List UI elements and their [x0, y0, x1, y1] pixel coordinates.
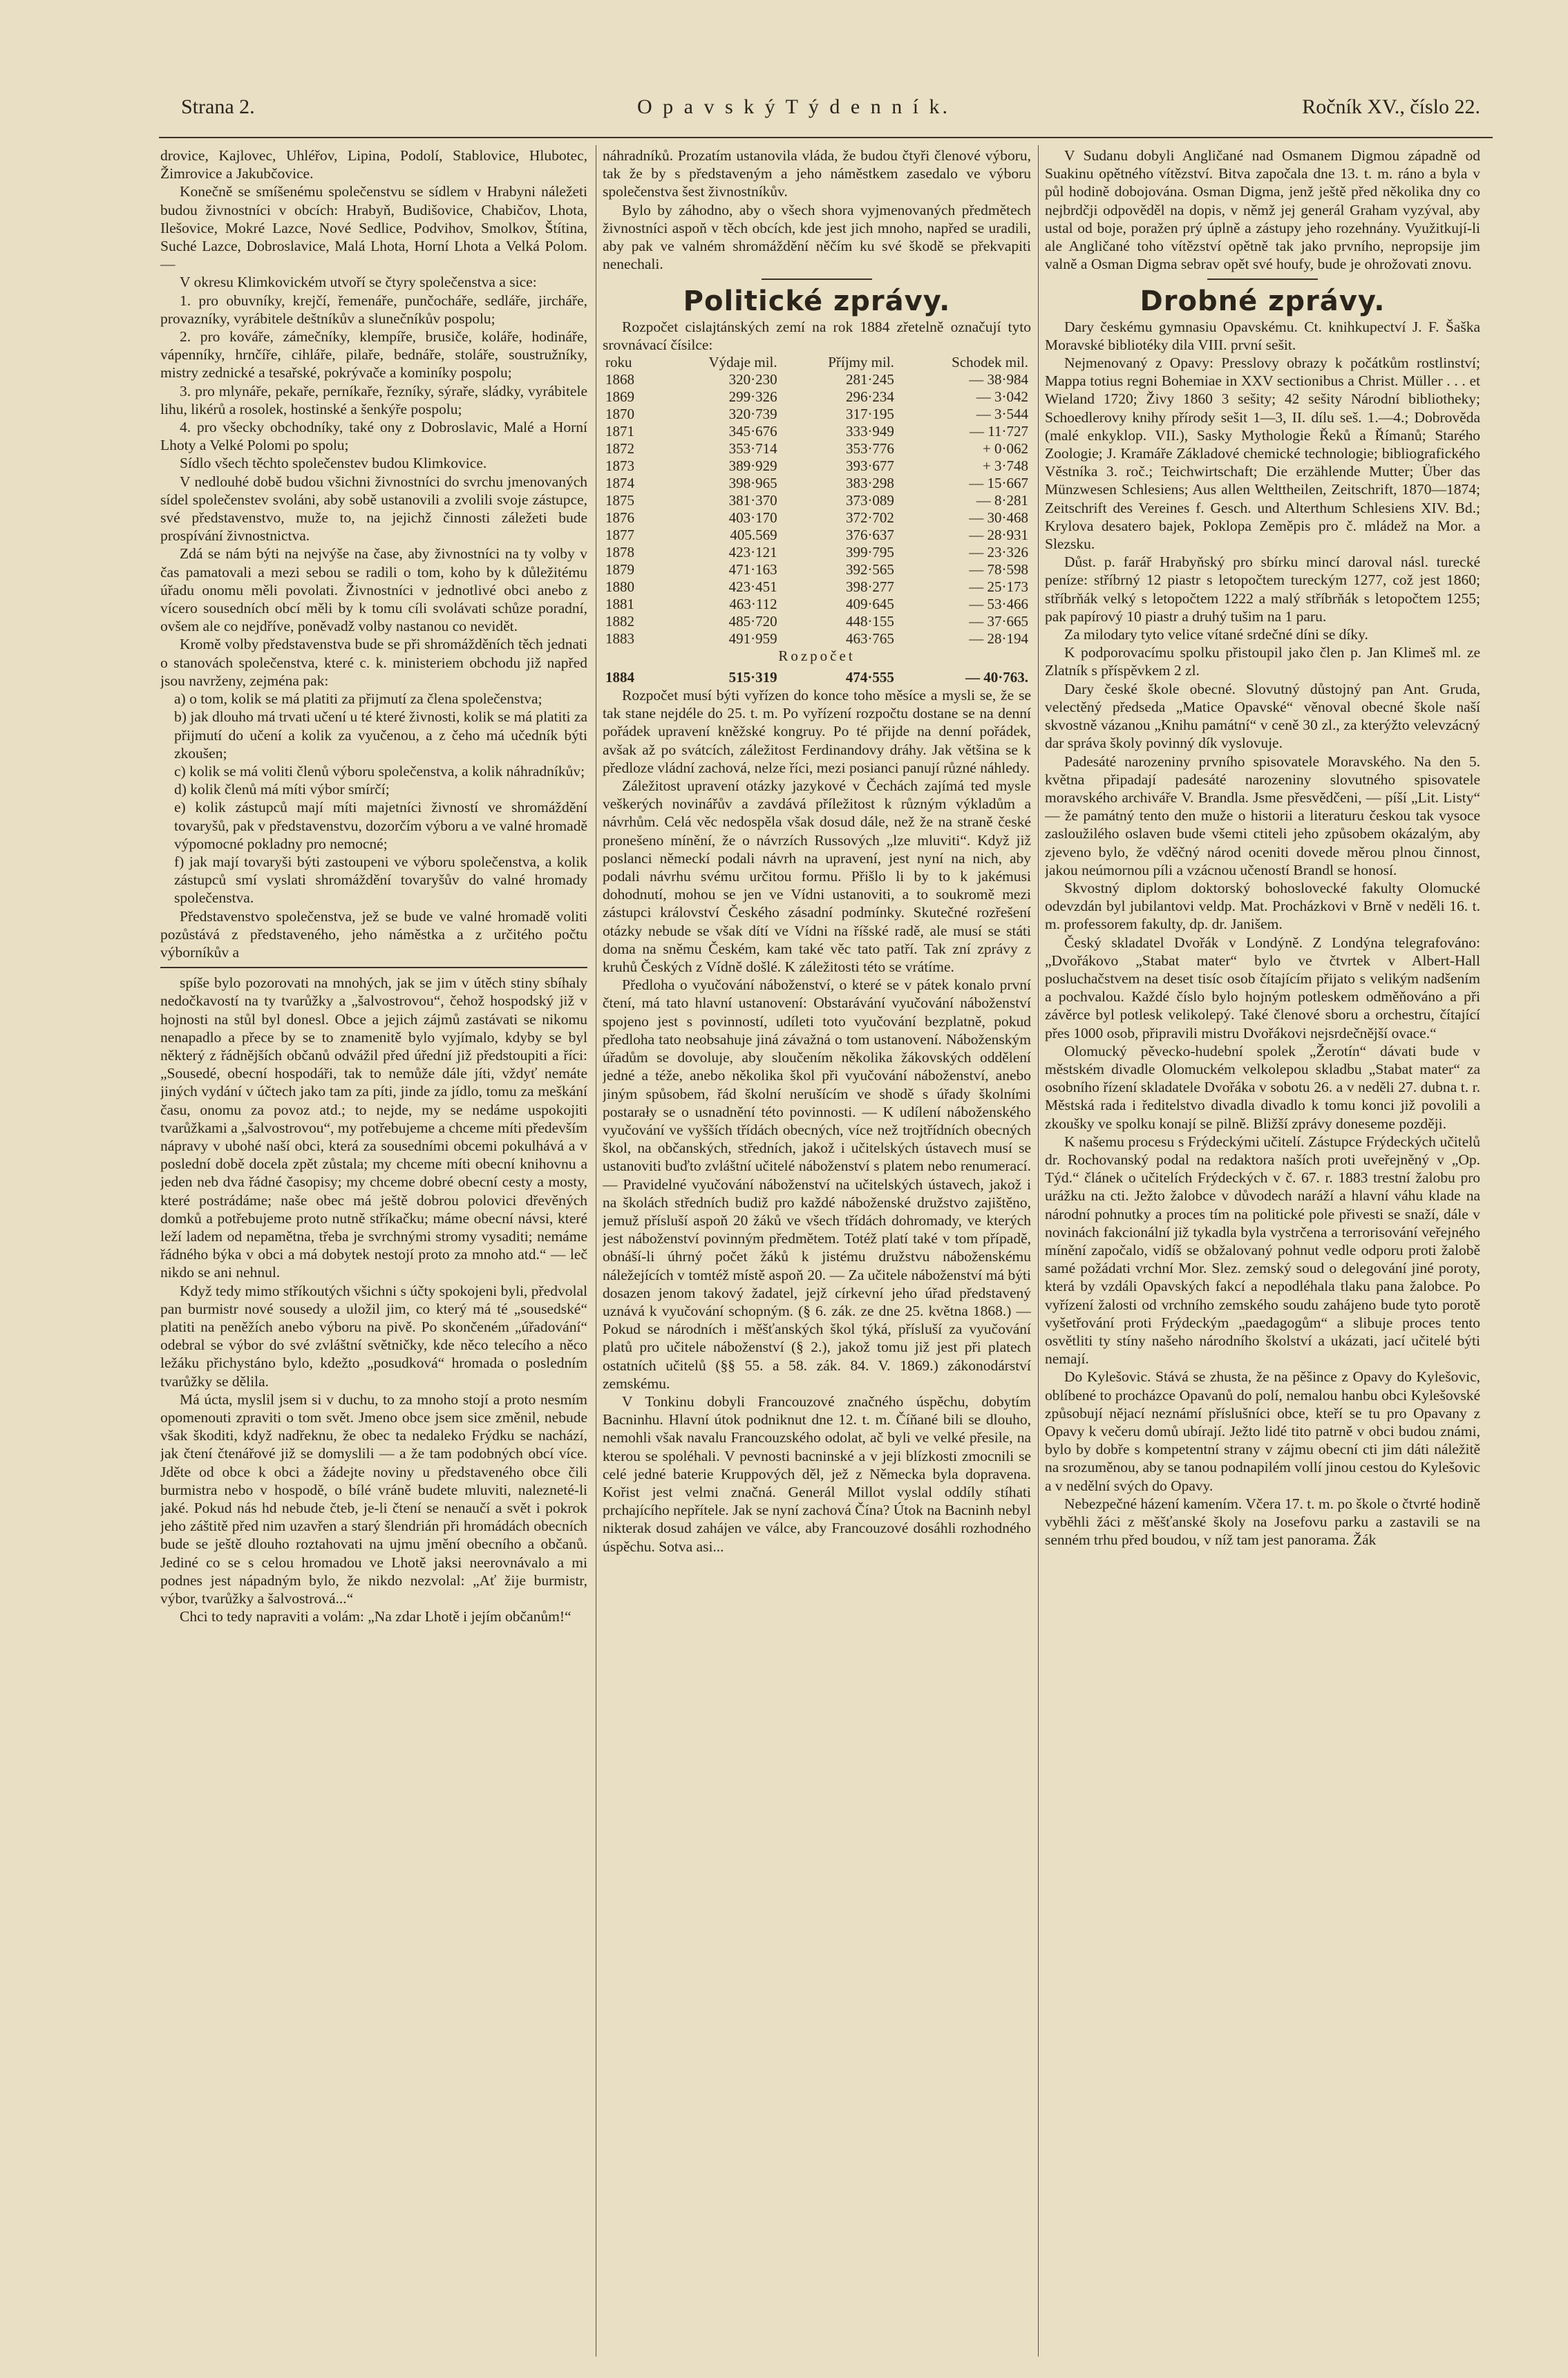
table-cell: 320·230 [728, 371, 777, 388]
table-row [603, 440, 1031, 457]
table-cell: — 28·194 [969, 630, 1028, 648]
paragraph: Padesáté narozeniny prvního spisovatele Moravského. Na den 5. května připadají padesáté narozeniny slovutného spisovatele moravského archiváře V. Brandla. Jsme přesvědčeni, — píší „Lit. Listy“ — že památný tento den muže o historii a literaturu českou tak vysoce zasloužilého oslaven bude všemi ctiteli jeho způsobem okázalým, aby zjeveno bylo, že vděčný národ oceniti dovede měrou plnou činnost, jakou neúmornou píli a vzácnou učeností Brandl se honosí. [1045, 753, 1480, 878]
paragraph: Záležitost upravení otázky jazykové v Čechách zajímá ted mysle veškerých novinářův a zavdává příležitost k různým výkladům a návrhům. Celá věc nedospěla však dosud dále, než že na straně české pronešeno mínění, že o návrzích Russových „lze mluviti“. Když již poslanci německí podali návrh na upravení, jest nyní na nich, aby podali návrhu svému určitou formu. Přišlo li by to k jakémusi dohodnutí, mohou se jen ve Vídni ustanoviti, a to soukromě mezi zástupci království Českého zásadní podmínky. Skutečné rozřešení otázky nebude se však dítí ve Vídni na říšské radě, ale musí se státi doma na sněmu Českém, kam také věc tato patří. Tak zní zprávy z kruhů Českých z Vídně došlé. K záležitosti této se vrátíme. [603, 777, 1031, 976]
list-item: e) kolik zástupců mají míti majetníci živností ve shromáždění tovaryšů, pak v představenstvu, dozorčím výboru a ve valné hromadě výpomocné pokladny pro nemocné; [174, 799, 587, 852]
table-cell: 1878 [605, 544, 634, 561]
table-cell: 1875 [605, 492, 634, 509]
table-cell: 1884 [605, 669, 634, 686]
table-cell: 373·089 [845, 492, 894, 509]
table-row [603, 509, 1031, 527]
table-cell: 376·637 [845, 527, 894, 544]
page-number: Strana 2. [181, 95, 255, 118]
table-row [603, 371, 1031, 388]
table-cell: 1876 [605, 509, 634, 527]
table-cell: 1869 [605, 388, 634, 406]
paragraph: K podporovacímu spolku přistoupil jako člen p. Jan Klimeš ml. ze Zlatník s příspěvkem 2 zl. [1045, 644, 1480, 679]
paragraph: 1. pro obuvníky, krejčí, řemenáře, punčocháře, sedláře, jircháře, provazníky, vyrábitele deštníkův a slunečníkův pospolu; [160, 292, 587, 327]
table-cell: 463·112 [729, 596, 777, 613]
table-row [603, 492, 1031, 509]
paragraph: náhradníků. Prozatím ustanovila vláda, že budou čtyři členové výboru, tak že by s představeným a jeho náměstkem zasedalo ve výboru společenstva šest živnostníkův. [603, 147, 1031, 200]
header-rule [159, 137, 1493, 138]
table-cell: 383·298 [845, 475, 894, 492]
table-cell: — 38·984 [969, 371, 1028, 388]
table-cell: 485·720 [728, 613, 777, 630]
table-cell: 1879 [605, 561, 634, 578]
table-cell: — 25·173 [969, 578, 1028, 596]
table-row [603, 406, 1031, 423]
table-cell: — 3·544 [976, 406, 1028, 423]
table-cell: — 40·763. [965, 669, 1028, 686]
table-cell: 317·195 [845, 406, 894, 423]
list-item: f) jak mají tovaryši býti zastoupeni ve výboru společenstva, a kolik zástupců smí vyslati shromáždění tovaryšův do valné hromady společenstva. [174, 853, 587, 907]
paragraph: Rozpočet musí býti vyřízen do konce toho měsíce a mysli se, že se tak stane nejdéle do 25. t. m. Po vyřízení rozpočtu dostane se na denní pořádek upravení kněžské kongruy. Po té přijde na denní pořádek, avšak až po svátcích, záležitost Ferdinandovy dráhy. Jak většina se k předloze vládní zachová, nelze říci, mezi posianci panují různé náhledy. [603, 687, 1031, 776]
table-cell: 1881 [605, 596, 634, 613]
table-cell: 491·959 [728, 630, 777, 648]
table-cell: 423·121 [728, 544, 777, 561]
table-cell: — 37·665 [969, 613, 1028, 630]
paragraph: drovice, Kajlovec, Uhléřov, Lipina, Podolí, Stablovice, Hlubotec, Žimrovice a Jakubčovice. [160, 147, 587, 182]
table-cell: 409·645 [845, 596, 894, 613]
table-cell: 1880 [605, 578, 634, 596]
paragraph: Sídlo všech těchto společenstev budou Klimkovice. [180, 455, 487, 472]
table-cell: — 30·468 [969, 509, 1028, 527]
table-cell: 372·702 [845, 509, 894, 527]
table-cell: — 15·667 [969, 475, 1028, 492]
table-cell: 296·234 [845, 388, 894, 406]
table-cell: 405.569 [730, 527, 777, 544]
table-cell: 353·776 [845, 440, 894, 457]
list-item: b) jak dlouho má trvati učení u té které živnosti, kolik se má platiti za přijmutí do učení a kolik za vyučenou, a z čeho má učedník býti zkoušen; [174, 708, 587, 762]
issue-info: Ročník XV., číslo 22. [1302, 95, 1480, 118]
list-item: c) kolik se má voliti členů výboru společenstva, a kolik náhradníkův; [174, 762, 585, 780]
table-cell: 353·714 [728, 440, 777, 457]
table-cell: 1874 [605, 475, 634, 492]
table-cell: — 28·931 [969, 527, 1028, 544]
table-cell: 423·451 [728, 578, 777, 596]
table-cell: 299·326 [728, 388, 777, 406]
paragraph: Když tedy mimo stříkoutých všichni s účty spokojeni byli, předvolal pan burmistr nové sousedy a uložil jim, co který má té „sousedské“ platiti na peněžích anebo výboru na pivě. Po skončeném „úřadování“ odebral se výbor do své zvláštní světničky, kde něco telecího a něco ležáku přichystáno bylo, kdežto „posudková“ hromada o posledním tvarůžky se dělila. [160, 1282, 587, 1390]
paragraph: spíše bylo pozorovati na mnohých, jak se jim v útěch stiny sbíhaly nedočkavostí na ty tvarůžky a „šalvostrovou“, čehož hospodský již v hojnosti na stůl byl donesl. Obce a jejich zájmů zastávati se nikomu nenapadlo a přece by se to znamenitě bylo vyjímalo, kdyby se byl některý z řádnějších občanů odvážil před úřední již předstoupiti a říci: „Sousedé, obecní hospodáři, tak to nemůže dále jíti, vždyť nemáte jiných vydání v účtech jako tam za píti, jinde za jídlo, tomu za meškání času, onomu za povoz atd.; to nejde, my se nedáme uspokojiti tvarůžkami a „šalvostrovou“, my potřebujeme a chceme míti především nápravy v ubohé naší obci, která za sousedními obcemi pokulhává a v poslední době docela zpět zůstala; my chceme míti obecní knihovnu a jeden neb dva řádné časopisy; my chceme dobré obecní cesty a mosty, které postrádáme; naše obec má ještě dobrou polovici dřevěných domků a potřebujeme proto nutně stříkačku; máme obecní návsi, které leží ladem od nepamětna, třeba je svrchnými stromy vysaditi; nemáme řádného býka v obci a má dobytek nestojí proto za mnoho atd.“ — leč nikdo se ani nehnul. [160, 974, 587, 1281]
column-header: Výdaje mil. [708, 354, 777, 371]
table-row [603, 388, 1031, 406]
paragraph: Má úcta, myslil jsem si v duchu, to za mnoho stojí a proto nesmím opomenouti zpraviti o tom svět. Jmeno obce jsem sice změnil, nebude však škoditi, když nadřeknu, že obec ta nedaleko Frýdku se nachází, jak čtení čtenářové již se domyslili — a že tam podobných obcí více. Jděte od obce k obci a žádejte noviny u představeného obce čili burmistra nebo v hospodě, o bílé vráně budete mluviti, nalezneté-li jaké. Pokud nás hd nebude čteb, je-li čtení se nenaučí a svět i pokrok jeho záštitě před nim uzavřen a starý šlendrián při hromádách obecních bude se ještě dlouho roztahovati na ujmu jmění obecního a občanů. Jediné co se s celou hromadou ve Lhotě jaksi neerovnávalo a mi podnes jest nápadným bylo, že nikdo nezvolal: „Ať žije burmistr, výbor, tvarůžky a šalvostrová...“ [160, 1390, 587, 1607]
newspaper-title: O p a v s k ý T ý d e n n í k. [637, 95, 951, 118]
table-cell: 1872 [605, 440, 634, 457]
budget-heading: Rozpočet cislajtánských zemí na rok 1884 zřetelně označují tyto srovnávací čísilce: [603, 318, 1031, 353]
section-heading-news: Drobné zprávy. [1140, 285, 1386, 318]
list-item: d) kolik členů má míti výbor smírčí; [174, 781, 390, 798]
paragraph: 2. pro kováře, zámečníky, klempíře, brusiče, koláře, hodináře, vápenníky, hrnčíře, cihláře, pilaře, bednáře, stoláře, soustružníky, mistry zednické a tesařské, pokrývače a kominíky pospolu; [160, 328, 587, 381]
table-row [603, 457, 1031, 475]
table-cell: 398·277 [845, 578, 894, 596]
table-row [603, 527, 1031, 544]
statute-list [160, 690, 587, 907]
table-row [603, 423, 1031, 440]
paragraph: V nedlouhé době budou všichni živnostníci do svrchu jmenovaných sídel společenstev svoláni, aby sobě ustanovili a zvolili svoje zástupce, své představenstvo, muže to, na jejichž činnosti záležeti bude prospívání živnostnictva. [160, 473, 587, 545]
paragraph: Chci to tedy napraviti a volám: „Na zdar Lhotě i jejím občanům!“ [180, 1608, 572, 1625]
paragraph: Za milodary tyto velice vítané srdečné díni se díky. [1064, 626, 1368, 643]
paragraph: Nejmenovaný z Opavy: Presslovy obrazy k počátkům rostlinství; Mappa totius regni Bohemiae in XXV sectionibus a Christ. Müller . . . et Wieland 1720; Živy 1860 3 sešity; 42 sešity Národní bibliotheky; Schoedlerovy knihy přírody sešit 1—3, II. dílu seš. 1.—4.; Dobrověda (malé enkyklop. VII.), Sasky Mythologie Řeků a Římanů; Starého Zoologie; J. Kramáře Základové chemické technologie; bibliografického Věstníka 3. roč.; Teichwirtschaft; Die erzählende Mutter; Über das Münzwesen Schlesiens; Aus allen Welttheilen, Zeitschrift, 1870—1874; Zeitschrift des Vereines f. Gesch. und Alterthum Schlesiens XIV. Bd.; Krylova desatero bajek, Poklopa Zeměpis pro č. mládež na Mor. a Slezsku. [1045, 355, 1480, 553]
table-row [603, 561, 1031, 578]
table-total-row [603, 665, 1031, 686]
table-cell: 515·319 [728, 669, 777, 686]
paragraph: K našemu procesu s Frýdeckými učitelí. Zástupce Frýdeckých učitelů dr. Rochovanský podal na redaktora naších proti uveřejněný v „Op. Týd.“ článek o učitelích Frýdeckých v č. 67. r. 1883 trestní žalobu pro urážku na cti. Ježto žalobce v důvodech naráží a hlavní váhu klade na národní pohnutky a proces tím na politické pole přivesti se snaží, dále v novinách fakcionální již tykadla byla vystrčena a terrorisování veřejného mínění započalo, vidíš se obžalovaný pohnut vedle odporu proti žalobě samé požádati vrchní Mor. Slez. zemský soud o delegování jiné poroty, která by vzdáli Opavských fakcí a nepodléhala tlaku pana žalobce. Po vyřízení žalosti od vrchního zemského soudu zahájeno bude tyto porotě vyšetřování proti Frýdeckým „paedagogům“ a slibuje proces tento osvětliti ty stíny našeho národního školství a ukázati, jací učitelé býti nemají. [1045, 1133, 1480, 1368]
table-cell: — 11·727 [970, 423, 1028, 440]
paragraph: V Tonkinu dobyli Francouzové značného úspěchu, dobytím Bacninhu. Hlavní útok podniknut dne 12. t. m. Číňané bili se dlouho, nemohli však navalu Francouzského odolat, ač byli ve velké přesile, na kterou se spoléhali. V pevnosti bacninské a v jeji blízkosti zmocnili se celé jedné baterie Kruppových děl, jež z Německa byla dopravena. Kořist jest velmi značná. Generál Millot vyslal oddíly stíhati prchajícího nepřítele. Jak se nyní zachová Čína? Útok na Bacninh nebyl nikterak dosud zahájen ve válce, aby Francouzové dosáhli rozhodného úspěchu. Sotva asi... [603, 1393, 1031, 1555]
table-subheading-row [603, 648, 1031, 665]
table-cell: 1882 [605, 613, 634, 630]
paragraph: Olomucký pěvecko-hudební spolek „Žerotín“ dávati bude v městském divadle Olomuckém velkolepou skladbu „Stabat mater“ za osobního řízení skladatele Dvořáka v sobotu 26. a v neděli 27. dubna t. r. Městská rada i ředitelstvo divadla divadlo k tomu konci již povolili a zkoušky ve spolku konají se pilně. Bližší zprávy doneseme později. [1045, 1042, 1480, 1132]
table-cell: 1868 [605, 371, 634, 388]
paragraph: Nebezpečné házení kamením. Včera 17. t. m. po škole o čtvrté hodině vyběhli žáci z měšťanské školy na Josefovu parku a zastavili se na senném trhu před boudou, v níž tam jest panorama. Žák [1045, 1495, 1480, 1549]
table-cell: 281·245 [845, 371, 894, 388]
table-cell: 1883 [605, 630, 634, 648]
table-cell: 320·739 [728, 406, 777, 423]
table-cell: 471·163 [728, 561, 777, 578]
paragraph: Skvostný diplom doktorský bohoslovecké fakulty Olomucké odevzdán byl jubilantovi veldp. Mat. Procházkovi v Brně v neděli 16. t. m. professorem fakulty, dp. dr. Janišem. [1045, 879, 1480, 933]
paragraph: Konečně se smíšenému společenstvu se sídlem v Hrabyni náležeti budou živnostníci v obcích: Hrabyň, Budišovice, Chabičov, Lhota, Ilešovice, Mokré Lazce, Nové Sedlice, Podvihov, Smolkov, Štítina, Suché Lazce, Dobroslavice, Malá Lhota, Horní Lhota a Velká Polom. — [160, 183, 587, 273]
table-cell: + 3·748 [982, 457, 1028, 475]
paragraph: Dary české škole obecné. Slovutný důstojný pan Ant. Gruda, velectěný předseda „Matice Opavské“ věnoval obecné škole naší skvostně vázanou „Knihu památní“ v ceně 30 zl., za kterýžto velevzácný dar správa školy povinný dík vyslovuje. [1045, 680, 1480, 752]
column-1 [160, 147, 587, 2351]
paragraph: Český skladatel Dvořák v Londýně. Z Londýna telegrafováno: „Dvořákovo „Stabat mater“ bylo ve čtvrtek v Albert-Hall posluchačstvem na deset tisíc osob čítajícím přijato s velikým nadšením a pochvalou. Každé číslo bylo hojným potleskem odměňováno a při závěrce byl potlesk velikolepý. Také členové sboru a orchestru, čítající přes 1000 osob, připravili mistru Dvořákovi nejsrdečnější ovace.“ [1045, 934, 1480, 1041]
budget-rows [603, 371, 1031, 648]
table-cell: 392·565 [845, 561, 894, 578]
paragraph: Předloha o vyučování náboženství, o které se v pátek konalo první čtení, má tato hlavní ustanovení: Obstarávání vyučování náboženství spojeno jest s povinností, udíleti toto vyučování bezplatně, pokud předloha tato neobsahuje jiná závažná o tom ustanovení. Náboženským úřadům se dovoluje, aby sloučením několika žákovských oddělení jedné a téže, anebo několika škol při vyučování náboženství, anebo jiným spůsobem, řád školní nerušícím ve shodě s úřady školními postarały se o usnadnění této povinnosti. — K udílení náboženského vyučování ve vyšších třídách obecných, více než trojtřídních obecných škol, na občanských, středních, jakož i učitelských ústavech musí se ustanoviti buďto zvláštní učitelé náboženství s platem nebo renumerací. — Pravidelné vyučování náboženství na učitelských ústavech, jakož i na školách středních budiž pro každé náboženské družstvo zajištěno, jemuž přísluší aspoň 20 žáků ve všech třídách dohromady, ve kterých jest náboženství povinným předmětem. Totéž platí také v tom případě, obnáší-li úhrný počet žáků k jistému družstvu náboženskému náležejících v tomtéž místě aspoň 20. — Za učitele náboženství má býti dosazen jenom takový žadatel, jejž církevní jeho úřad představený uznává k vyučování schopným. (§ 6. zák. ze dne 25. května 1868.) — Pokud se národních i měšťanských škol týká, přísluší za vyučování platů pro učitele náboženství (§ 2.), jakož tomu již jest při platech ostatních učitelů (§§ 55. a 58. zák. 84. V. 1869.) zákonodárství zemskému. [603, 976, 1031, 1392]
column-header: Příjmy mil. [828, 354, 894, 371]
table-cell: + 0·062 [982, 440, 1028, 457]
column-header: roku [605, 354, 632, 371]
paragraph: Bylo by záhodno, aby o všech shora vyjmenovaných předmětech živnostníci aspoň v těch obcích, kde jest jich mnoho, napřed se uradili, aby pak ve valném shromáždění něčím ku své škodě se překvapiti nenechali. [603, 201, 1031, 273]
column-3 [1045, 147, 1480, 2351]
table-cell: — 8·281 [976, 492, 1028, 509]
section-rule [1207, 279, 1318, 280]
table-row [603, 475, 1031, 492]
table-cell: 389·929 [728, 457, 777, 475]
column-divider [1038, 145, 1039, 2357]
paragraph: 3. pro mlynáře, pekaře, perníkaře, řezníky, sýraře, sládky, vyrábitele lihu, likérů a rosolek, hostinské a šenkýře pospolu; [160, 382, 587, 417]
table-header-row [603, 354, 1031, 371]
table-cell: 463·765 [845, 630, 894, 648]
paragraph: Dary českému gymnasiu Opavskému. Ct. knihkupectví J. F. Šaška Moravské bibliotéky dila VIII. první sešit. [1045, 318, 1480, 353]
table-cell: — 53·466 [969, 596, 1028, 613]
table-cell: — 3·042 [976, 388, 1028, 406]
budget-table [603, 354, 1031, 686]
table-cell: 1871 [605, 423, 634, 440]
section-rule [762, 279, 872, 280]
list-item: a) o tom, kolik se má platiti za přijmutí za člena společenstva; [174, 690, 542, 708]
paragraph: V Sudanu dobyli Angličané nad Osmanem Digmou západně od Suakinu opětného vítězství. Bitva započala dne 13. t. m. ráno a byla v půl hodině dobojována. Osman Digma, jenž ještě před několika dny co nejbrdčji odpověděl na dopis, v němž jej generál Graham vyzýval, aby ustal od boje, poražen prý úplně a zástupy jeho rozehnány. Využitkují-li ale Angličané toho vítězství opětně tak jako prvního, nepropsije jim valně a Osman Digma sebrav opět své houfy, bude je ohrožovati znovu. [1045, 147, 1480, 273]
table-cell: 1870 [605, 406, 634, 423]
table-cell: 345·676 [728, 423, 777, 440]
paragraph: Důst. p. farář Hrabyňský pro sbírku mincí daroval násl. turecké peníze: stříbrný 12 piastr s letopočtem tureckým 1277, což jest 1860; stříbrňák velký s letopočtem 1222 a malý stříbrňák s letopočtem 1255; pak papírový 10 piastr a druhý tušim na 1 paru. [1045, 554, 1480, 625]
table-cell: 403·170 [728, 509, 777, 527]
section-rule [160, 967, 587, 968]
table-cell: 448·155 [845, 613, 894, 630]
table-cell: 381·370 [728, 492, 777, 509]
table-cell: — 78·598 [969, 561, 1028, 578]
table-cell: 1873 [605, 457, 634, 475]
table-cell: 393·677 [845, 457, 894, 475]
table-cell: 333·949 [845, 423, 894, 440]
column-header: Schodek mil. [952, 354, 1028, 371]
column-2 [603, 147, 1031, 2351]
paragraph: 4. pro všecky obchodníky, také ony z Dobroslavic, Malé a Horní Lhoty a Velké Polomi po spolu; [160, 419, 587, 454]
section-heading-politics: Politické zprávy. [683, 285, 951, 318]
paragraph: V okresu Klimkovickém utvoří se čtyry společenstva a sice: [180, 274, 537, 291]
table-row [603, 544, 1031, 561]
page-header [181, 95, 1480, 137]
table-cell: — 23·326 [969, 544, 1028, 561]
table-cell: 398·965 [728, 475, 777, 492]
paragraph: Do Kylešovic. Stává se zhusta, že na pěšince z Opavy do Kylešovic, oblíbené to procházce Opavanů do polí, nemalou hanbu obci Kylešovské způsobují nějací neznámí příslušníci obce, kteří se tu pro Opavany z Opavy k večeru domů ubírají. Ježto lidé tito patrně v obci budou známi, bylo by dobře s kompetentní strany v zájmu obecní cti jim dáti náležitě na srozuměnou, aby se tanou podnapilém vollí jinou cestou do Kylešovic a v nedělní svých do Opavy. [1045, 1368, 1480, 1494]
table-cell: 474·555 [845, 669, 894, 686]
table-cell: 1877 [605, 527, 634, 544]
paragraph: Zdá se nám býti na nejvýše na čase, aby živnostníci na ty volby v čas pamatovali a mezi sebou se radili o tom, koho by k důležitému úřadu onomu měli povolati. Živnostníci v jednotlivé obci anebo z vícero sousedních obcí měli by k tomu cíli svolávati schůze poradní, ovšem ale co nejdříve, poněvadž volby nastanou co nevidět. [160, 545, 587, 635]
paragraph: Kromě volby představenstva bude se při shromážděních těch jednati o stanovách společenstva, které c. k. ministeriem obchodu již napřed jsou navrženy, zejména pak: [160, 636, 587, 689]
table-row [603, 596, 1031, 613]
paragraph: Představenstvo společenstva, jež se bude ve valné hromadě voliti pozůstává z představeného, jeho náměstka a z určitého počtu výborníkův a [160, 907, 587, 961]
table-row [603, 630, 1031, 648]
table-cell: 399·795 [845, 544, 894, 561]
table-row [603, 613, 1031, 630]
budget-subheading: Rozpočet [778, 648, 856, 665]
table-row [603, 578, 1031, 596]
